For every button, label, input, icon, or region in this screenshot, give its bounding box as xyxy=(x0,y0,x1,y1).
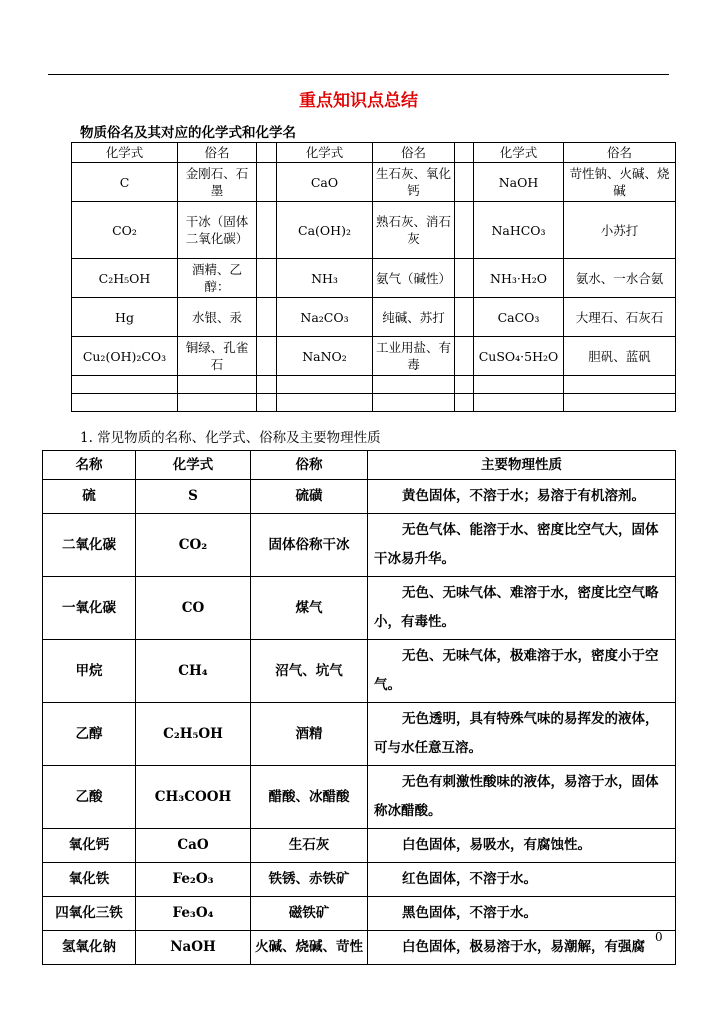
common-name-cell: 固体俗称干冰 xyxy=(251,514,368,577)
nickname-cell: 熟石灰、消石灰 xyxy=(373,202,455,259)
property-cell xyxy=(368,514,676,577)
name-cell: 氧化钙 xyxy=(43,829,136,863)
formula-cell: C₂H₅OH xyxy=(72,259,178,298)
property-text: 无色气体、能溶于水、密度比空气大，固体干冰易升华。 xyxy=(374,522,659,567)
property-cell xyxy=(368,829,676,863)
section-heading: 1. 常见物质的名称、化学式、俗称及主要物理性质 xyxy=(80,430,381,446)
common-name-cell: 酒精 xyxy=(251,703,368,766)
formula-cell: Fe₃O₄ xyxy=(136,897,251,931)
name-cell: 四氧化三铁 xyxy=(43,897,136,931)
name-cell: 二氧化碳 xyxy=(43,514,136,577)
table1-header-cell: 化学式 xyxy=(72,143,178,163)
formula-cell: Fe₂O₃ xyxy=(136,863,251,897)
empty-cell xyxy=(277,394,373,412)
header-rule xyxy=(48,74,669,75)
table1-empty-row xyxy=(72,376,676,394)
empty-cell xyxy=(474,376,564,394)
nickname-cell: 氨气（碱性） xyxy=(373,259,455,298)
table2-header-row xyxy=(43,451,676,480)
common-name-cell: 硫磺 xyxy=(251,480,368,514)
spacer-cell xyxy=(257,337,277,376)
empty-cell xyxy=(373,394,455,412)
table2-row xyxy=(43,703,676,766)
formula-cell: NH₃·H₂O xyxy=(474,259,564,298)
spacer-cell xyxy=(257,202,277,259)
formula-cell: NaNO₂ xyxy=(277,337,373,376)
common-name-cell: 煤气 xyxy=(251,577,368,640)
nickname-cell: 铜绿、孔雀石 xyxy=(178,337,257,376)
empty-cell xyxy=(455,376,474,394)
formula-cell: Cu₂(OH)₂CO₃ xyxy=(72,337,178,376)
name-cell: 硫 xyxy=(43,480,136,514)
formula-cell: Hg xyxy=(72,298,178,337)
name-cell: 氧化铁 xyxy=(43,863,136,897)
nickname-cell: 金刚石、石墨 xyxy=(178,163,257,202)
property-cell xyxy=(368,897,676,931)
common-name-cell: 磁铁矿 xyxy=(251,897,368,931)
table2-header-cell: 俗称 xyxy=(251,451,368,480)
table1-header-cell: 俗名 xyxy=(178,143,257,163)
table1-header-cell xyxy=(257,143,277,163)
empty-cell xyxy=(257,376,277,394)
empty-cell xyxy=(373,376,455,394)
table2-row xyxy=(43,514,676,577)
nickname-cell: 小苏打 xyxy=(564,202,676,259)
spacer-cell xyxy=(257,298,277,337)
table2-header-cell: 主要物理性质 xyxy=(368,451,676,480)
formula-cell: CH₄ xyxy=(136,640,251,703)
table1-row xyxy=(72,259,676,298)
formula-cell: CO xyxy=(136,577,251,640)
page-number: 0 xyxy=(655,930,663,944)
common-name-cell: 沼气、坑气 xyxy=(251,640,368,703)
formula-cell: Na₂CO₃ xyxy=(277,298,373,337)
property-cell xyxy=(368,703,676,766)
spacer-cell xyxy=(455,298,474,337)
formula-cell: NaOH xyxy=(474,163,564,202)
formula-cell: CO₂ xyxy=(72,202,178,259)
table2-row xyxy=(43,863,676,897)
table1-row xyxy=(72,163,676,202)
name-cell: 甲烷 xyxy=(43,640,136,703)
empty-cell xyxy=(178,394,257,412)
table2-row xyxy=(43,480,676,514)
table1-empty-row xyxy=(72,394,676,412)
nickname-cell: 生石灰、氧化钙 xyxy=(373,163,455,202)
table2-row xyxy=(43,766,676,829)
formula-cell: CuSO₄·5H₂O xyxy=(474,337,564,376)
table1-row xyxy=(72,202,676,259)
property-text: 黄色固体，不溶于水；易溶于有机溶剂。 xyxy=(402,488,645,504)
empty-cell xyxy=(277,376,373,394)
common-name-cell: 醋酸、冰醋酸 xyxy=(251,766,368,829)
nickname-cell: 胆矾、蓝矾 xyxy=(564,337,676,376)
empty-cell xyxy=(72,394,178,412)
property-cell xyxy=(368,480,676,514)
formula-cell: CaCO₃ xyxy=(474,298,564,337)
formula-cell: CaO xyxy=(277,163,373,202)
empty-cell xyxy=(257,394,277,412)
table2-row xyxy=(43,829,676,863)
formula-cell: CO₂ xyxy=(136,514,251,577)
spacer-cell xyxy=(257,163,277,202)
empty-cell xyxy=(564,376,676,394)
property-text: 无色、无味气体，极难溶于水，密度小于空气。 xyxy=(374,648,659,693)
table2-row xyxy=(43,897,676,931)
common-name-cell: 火碱、烧碱、苛性 xyxy=(251,931,368,965)
substance-properties-table xyxy=(42,450,676,965)
spacer-cell xyxy=(455,202,474,259)
nickname-cell: 纯碱、苏打 xyxy=(373,298,455,337)
table1-caption: 物质俗名及其对应的化学式和化学名 xyxy=(80,125,296,141)
empty-cell xyxy=(178,376,257,394)
formula-cell: NaHCO₃ xyxy=(474,202,564,259)
property-text: 无色、无味气体、难溶于水，密度比空气略小，有毒性。 xyxy=(374,585,659,630)
table1-row xyxy=(72,337,676,376)
name-cell: 乙醇 xyxy=(43,703,136,766)
spacer-cell xyxy=(455,337,474,376)
page-title: 重点知识点总结 xyxy=(299,91,418,111)
formula-cell: CaO xyxy=(136,829,251,863)
table1-header-cell: 俗名 xyxy=(373,143,455,163)
nickname-cell: 干冰（固体二氧化碳） xyxy=(178,202,257,259)
formula-nickname-table xyxy=(71,142,676,412)
property-text: 白色固体，易吸水，有腐蚀性。 xyxy=(402,837,591,853)
table2-row xyxy=(43,931,676,965)
table2-header-cell: 化学式 xyxy=(136,451,251,480)
empty-cell xyxy=(455,394,474,412)
spacer-cell xyxy=(257,259,277,298)
property-cell xyxy=(368,863,676,897)
nickname-cell: 苛性钠、火碱、烧碱 xyxy=(564,163,676,202)
formula-cell: C xyxy=(72,163,178,202)
property-text: 红色固体，不溶于水。 xyxy=(402,871,537,887)
empty-cell xyxy=(564,394,676,412)
nickname-cell: 酒精、乙醇： xyxy=(178,259,257,298)
name-cell: 一氧化碳 xyxy=(43,577,136,640)
spacer-cell xyxy=(455,259,474,298)
nickname-cell: 大理石、石灰石 xyxy=(564,298,676,337)
nickname-cell: 水银、汞 xyxy=(178,298,257,337)
table2-row xyxy=(43,577,676,640)
common-name-cell: 生石灰 xyxy=(251,829,368,863)
table2-row xyxy=(43,640,676,703)
property-cell xyxy=(368,640,676,703)
property-text: 白色固体，极易溶于水，易潮解，有强腐 xyxy=(402,939,645,955)
table2-header-cell: 名称 xyxy=(43,451,136,480)
property-cell xyxy=(368,766,676,829)
table1-header-row xyxy=(72,143,676,163)
property-text: 黑色固体，不溶于水。 xyxy=(402,905,537,921)
property-cell xyxy=(368,931,676,965)
table1-header-cell: 化学式 xyxy=(277,143,373,163)
name-cell: 乙酸 xyxy=(43,766,136,829)
name-cell: 氢氧化钠 xyxy=(43,931,136,965)
table1-header-cell: 俗名 xyxy=(564,143,676,163)
empty-cell xyxy=(72,376,178,394)
nickname-cell: 氨水、一水合氨 xyxy=(564,259,676,298)
formula-cell: NH₃ xyxy=(277,259,373,298)
property-cell xyxy=(368,577,676,640)
table1-row xyxy=(72,298,676,337)
nickname-cell: 工业用盐、有毒 xyxy=(373,337,455,376)
formula-cell: NaOH xyxy=(136,931,251,965)
empty-cell xyxy=(474,394,564,412)
property-text: 无色透明，具有特殊气味的易挥发的液体，可与水任意互溶。 xyxy=(374,711,659,756)
spacer-cell xyxy=(455,163,474,202)
table1-header-cell: 化学式 xyxy=(474,143,564,163)
formula-cell: Ca(OH)₂ xyxy=(277,202,373,259)
table1-header-cell xyxy=(455,143,474,163)
formula-cell: C₂H₅OH xyxy=(136,703,251,766)
property-text: 无色有刺激性酸味的液体，易溶于水，固体称冰醋酸。 xyxy=(374,774,659,819)
formula-cell: S xyxy=(136,480,251,514)
formula-cell: CH₃COOH xyxy=(136,766,251,829)
common-name-cell: 铁锈、赤铁矿 xyxy=(251,863,368,897)
